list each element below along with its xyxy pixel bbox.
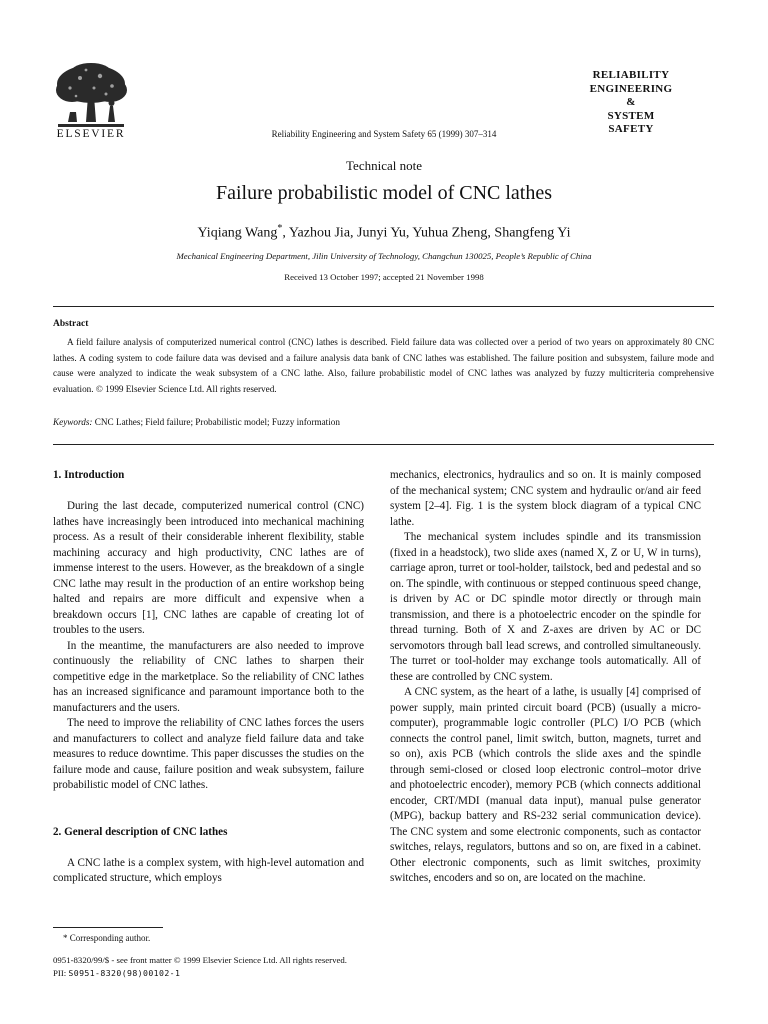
pii-line	[53, 967, 347, 980]
pii-label: PII:	[53, 968, 67, 978]
abstract-heading: Abstract	[53, 319, 89, 329]
abstract-text: A field failure analysis of computerized numerical control (CNC) lathes is described. Field failure data was collected over a period of two years on approximately 80 CNC lathes. A coding system to code failure data was devised and a failure analysis data bank of CNC lathes was established. The failure position and subsystem, failure mode and cause were analyzed to indicate the weak subsystem of a CNC lathe. Also, failure probabilistic model of CNC lathes was analyzed by fuzzy multicriteria comprehensive evaluation. © 1999 Elsevier Science Ltd. All rights reserved.	[53, 337, 714, 394]
paragraph: During the last decade, computerized numerical control (CNC) lathes have increasingly been introduced into mechanical machining process. As a result of their considerable inherent flexibility, stable machining accuracy and high productivity, CNC lathes are of immense interest to the users. However, as the breakdown of a single CNC lathe may result in the production of an entire workshop being halted and repairs are more difficult and expensive when a breakdown occurs [1], CNC lathes are capable of creating lot of troubles to the users.	[53, 500, 364, 636]
paragraph: A CNC lathe is a complex system, with high-level automation and complicated structure, which employs	[53, 856, 364, 884]
publication-info	[53, 954, 347, 980]
paragraph: mechanics, electronics, hydraulics and so on. It is mainly composed of the mechanical system; CNC system and hydraulic or/and air feed system [2–4]. Fig. 1 is the system block diagram of a typical CNC lathe.	[390, 469, 701, 528]
journal-citation: Reliability Engineering and System Safety 65 (1999) 307–314	[271, 129, 497, 139]
section-heading: 2. General description of CNC lathes	[53, 825, 228, 838]
keywords-line	[53, 417, 714, 427]
elsevier-tree-logo	[50, 62, 132, 128]
section-heading: 1. Introduction	[53, 469, 125, 481]
masthead-line: ENGINEERING	[589, 82, 673, 95]
article-type: Technical note	[346, 158, 422, 173]
corresponding-author-marker: *	[277, 223, 283, 234]
paragraph: In the meantime, the manufacturers are also needed to improve continuously the reliability of CNC lathes to sharpen their competitive edge in the marketplace. So the reliability of CNC lathes has an increased significance and paramount importance both to the manufacturers and the users.	[53, 639, 364, 714]
masthead-line: SYSTEM	[607, 109, 655, 122]
copyright-line: 0951-8320/99/$ - see front matter © 1999 Elsevier Science Ltd. All rights reserved.	[53, 955, 347, 965]
author-others: , Yazhou Jia, Junyi Yu, Yuhua Zheng, Shangfeng Yi	[282, 225, 571, 241]
author-list	[0, 223, 768, 242]
masthead-line: RELIABILITY	[592, 69, 670, 81]
received-dates: Received 13 October 1997; accepted 21 November 1998	[284, 272, 484, 282]
article-title: Failure probabilistic model of CNC lathes	[215, 182, 553, 204]
paragraph: A CNC system, as the heart of a lathe, is usually [4] comprised of power supply, main printed circuit board (PCB) (usually a micro-computer), programmable logic controller (PLC) I/O PCB (which connects the control panel, limit switch, button, magnets, turret and so on), axis PCB (which controls the slide axes and the spindle through semi-closed or closed loop electronic control–motor drive and photoelectric encoder), memory PCB (which connects additional encoder, CRT/MDI (manual data input), manual pulse generator (MPG), backup battery and RS-232 serial communication device). The CNC system and some electronic components, such as contactor switches, relays, regulators, buttons and so on, are fixed in a cabinet. Other electronic components, such as limit switches, proximity switches, encoders and so on, are located on the machine.	[390, 686, 701, 884]
right-column	[390, 468, 701, 887]
paragraph: The need to improve the reliability of CNC lathes forces the users and manufacturers to collect and analyze field failure data and take measures to reduce downtime. This paper discusses the studies on the failure mode and cause, failure position and weak subsystem, failure probabilistic model of CNC lathes.	[53, 717, 364, 791]
keywords-list: CNC Lathes; Field failure; Probabilistic model; Fuzzy information	[94, 417, 340, 427]
pii-value: S0951-8320(98)00102-1	[68, 968, 181, 978]
affiliation: Mechanical Engineering Department, Jilin University of Technology, Changchun 130025, People’s Republic of China	[176, 251, 592, 261]
footnote: * Corresponding author.	[63, 933, 151, 943]
paragraph: The mechanical system includes spindle and its transmission (fixed in a headstock), two slide axes (named X, Z or U, W in turns), carriage apron, turret or tool-holder, tailstock, bed and pedestal and so on. The spindle, with continuous or stepped continuous speed change, is driven by AC or DC spindle motor directly or through main transmission, and there is a photoelectric encoder on the spindle for thread turning. Both of X and Z-axes are driven by AC or DC servomotors through ball lead screws, and controlled simultaneously. The turret or tool-holder may exchange tools automatically. All of these are controlled by CNC system.	[390, 531, 701, 683]
keywords-label: Keywords:	[53, 417, 93, 427]
author-first: Yiqiang Wang	[197, 225, 278, 241]
abstract-divider	[53, 444, 714, 445]
journal-masthead	[588, 69, 674, 137]
publisher-name: ELSEVIER	[56, 128, 126, 140]
masthead-line: SAFETY	[608, 123, 654, 135]
header-divider	[53, 306, 714, 307]
left-column	[53, 468, 364, 887]
masthead-line: &	[626, 96, 636, 108]
footnote-divider	[53, 927, 163, 928]
